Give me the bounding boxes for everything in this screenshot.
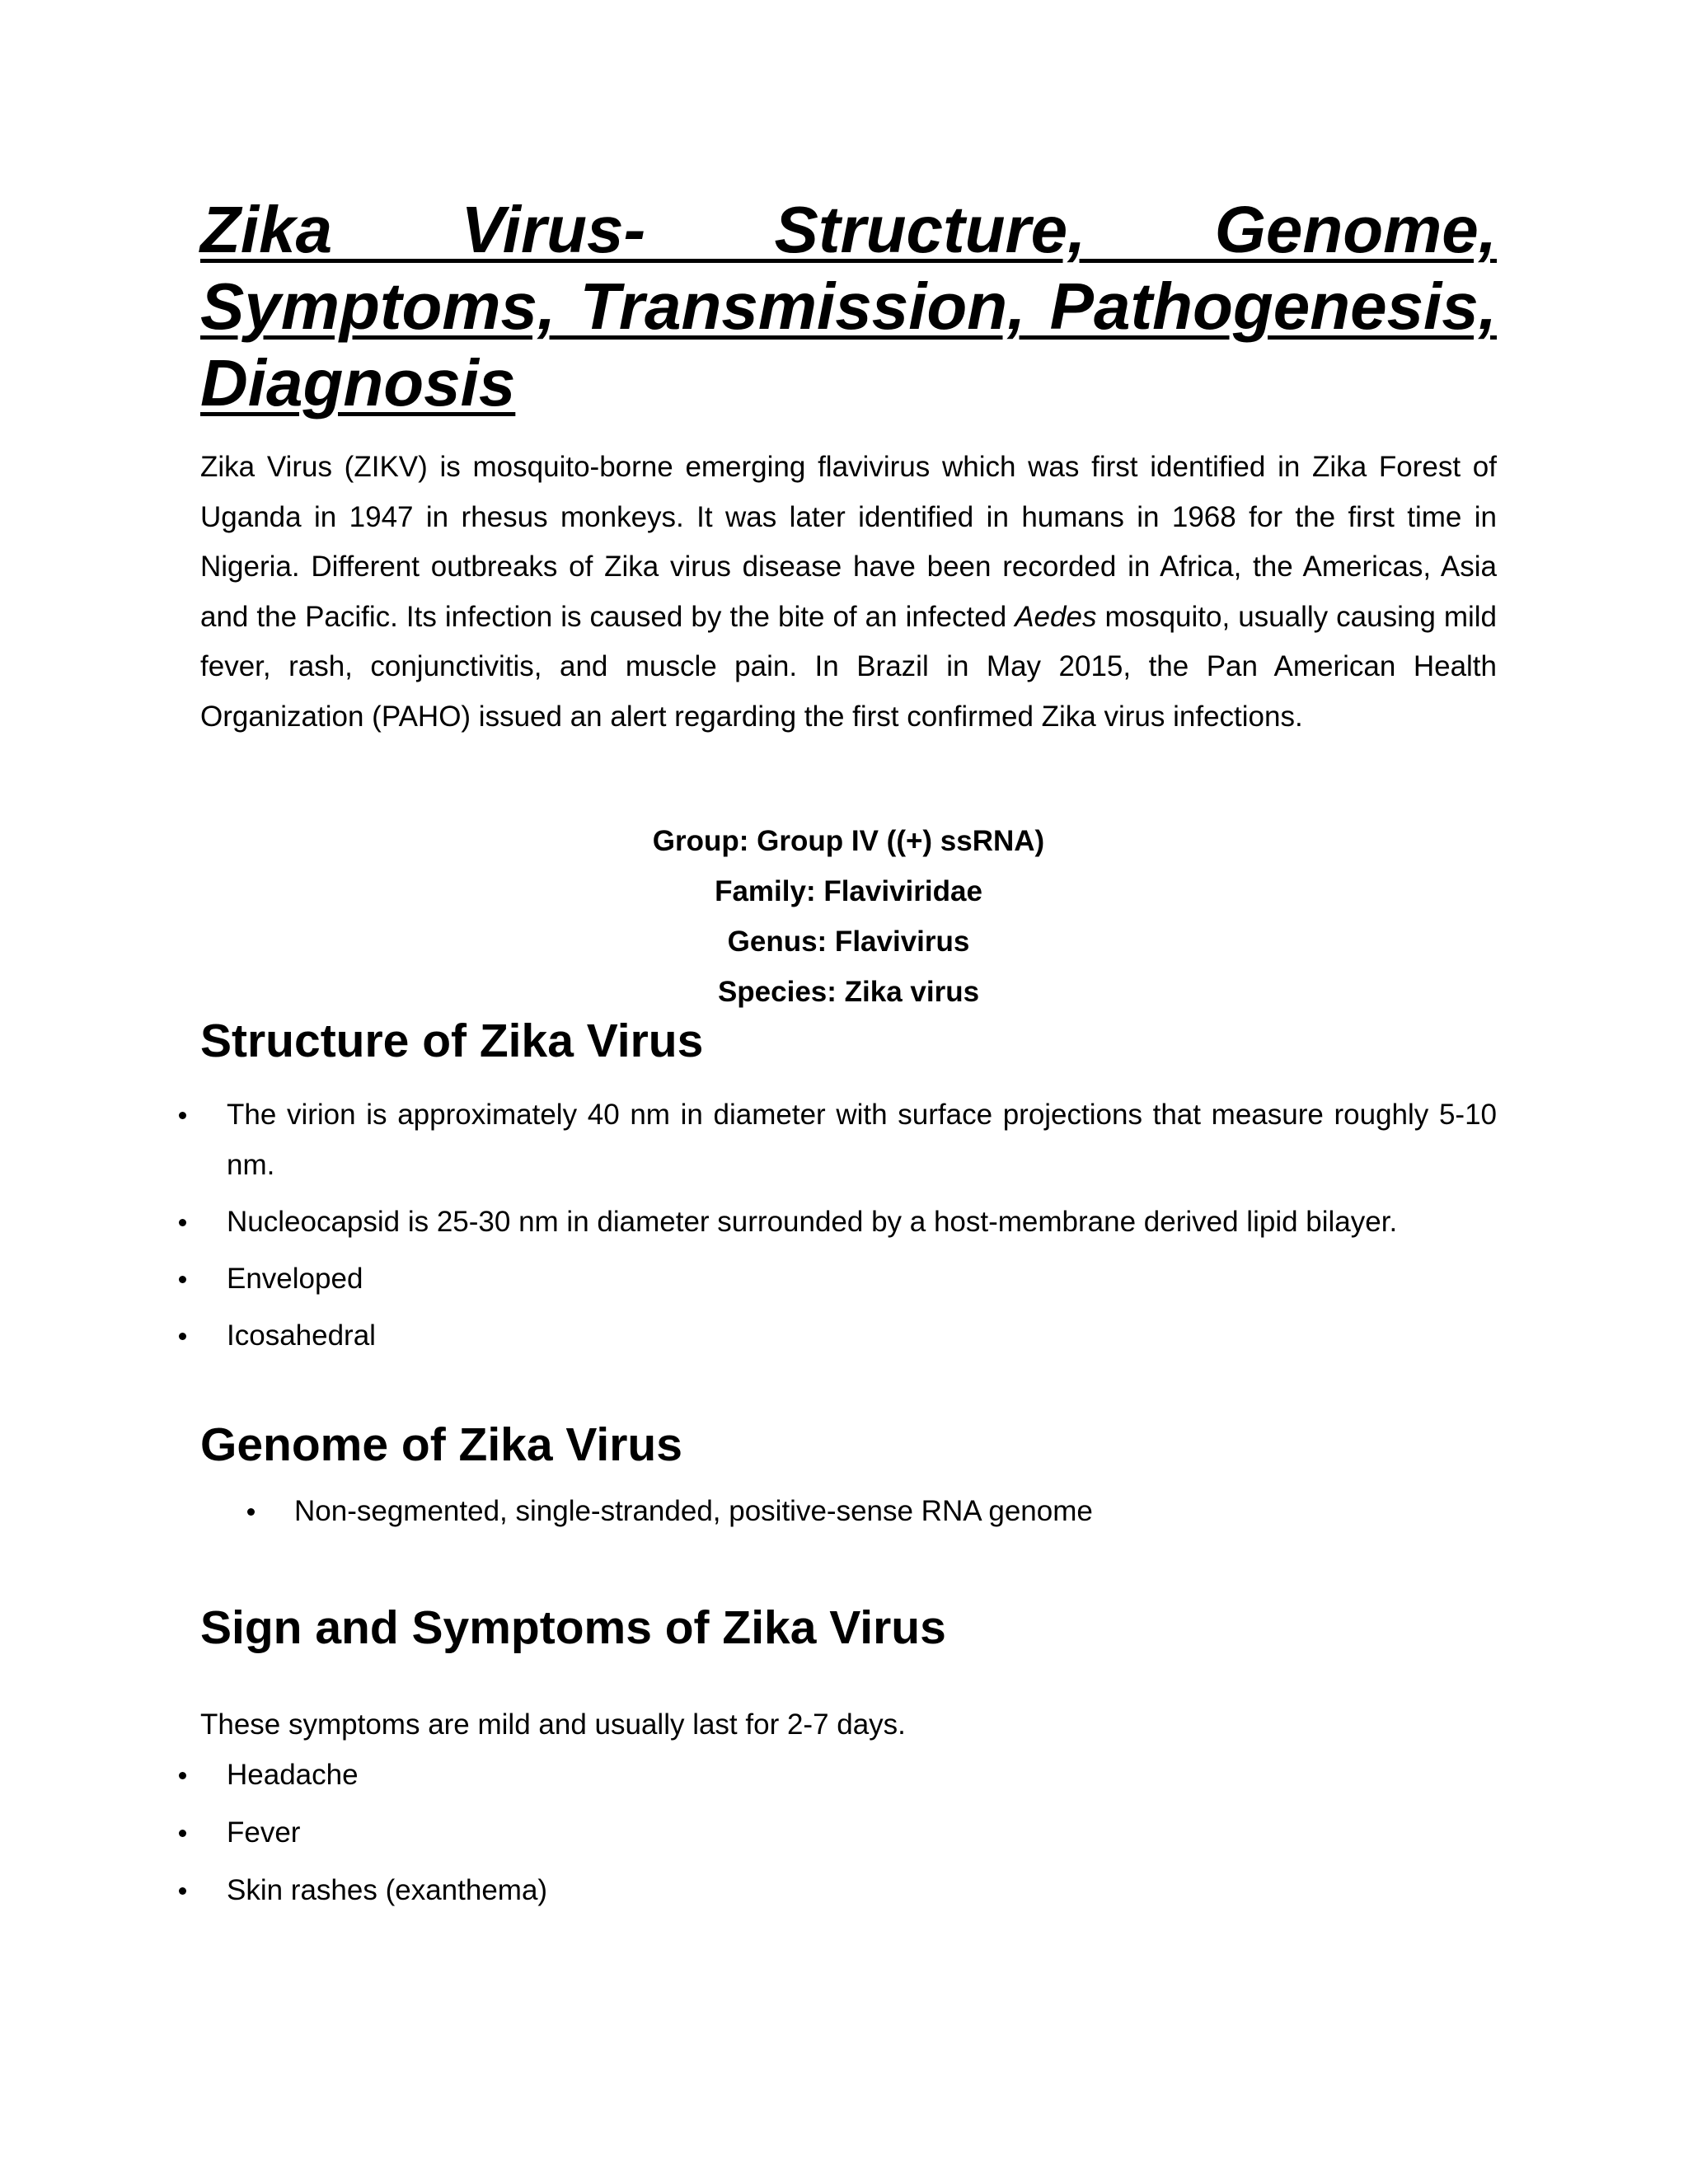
symptoms-heading: Sign and Symptoms of Zika Virus — [200, 1601, 946, 1654]
list-item-text: Nucleocapsid is 25-30 nm in diameter surrounded by a host-membrane derived lipid bilayer. — [227, 1206, 1398, 1238]
bullet-icon — [179, 1219, 186, 1226]
list-item-text: Icosahedral — [227, 1319, 376, 1352]
genome-heading: Genome of Zika Virus — [200, 1418, 682, 1471]
list-item — [227, 1254, 1497, 1304]
taxonomy-family: Family: Flaviviridae — [715, 875, 982, 907]
title-line-1: Zika Virus- Structure, Genome, — [200, 193, 1497, 266]
intro-text-part-1: Zika Virus (ZIKV) is mosquito-borne emerging flavivirus which was first identified in Zika Forest of Uganda in 1947 in rhesus monkeys. It was later identified in humans in 1968 for the first time in Nigeria. Different outbreaks of Zika virus disease have been recorded in Africa, the Americas, Asia and the Pacific. Its infection is caused by the bite of an infected — [200, 451, 1497, 633]
bullet-icon — [179, 1112, 186, 1119]
taxonomy-genus: Genus: Flavivirus — [727, 926, 970, 958]
list-item — [227, 1197, 1497, 1247]
list-item — [227, 1865, 1497, 1915]
list-item-text: The virion is approximately 40 nm in diameter with surface projections that measure roughly 5-10 nm. — [227, 1099, 1497, 1181]
list-item — [227, 1090, 1497, 1190]
list-item-text: Headache — [227, 1759, 359, 1791]
structure-list — [227, 1090, 1497, 1367]
genome-list — [294, 1486, 1497, 1543]
list-item-text: Enveloped — [227, 1263, 363, 1295]
intro-italic-term: Aedes — [1015, 600, 1097, 633]
bullet-icon — [179, 1276, 186, 1283]
taxonomy-block — [200, 816, 1497, 1017]
document-title — [200, 191, 1497, 421]
list-item — [294, 1486, 1497, 1536]
list-item — [227, 1807, 1497, 1858]
list-item — [227, 1750, 1497, 1800]
structure-heading: Structure of Zika Virus — [200, 1015, 704, 1067]
list-item — [227, 1310, 1497, 1361]
intro-text-part-2: mosquito, usually causing mild fever, rash, conjunctivitis, and muscle pain. In Brazil in May 2015, the Pan American Health Organization (PAHO) issued an alert regarding the first confirmed Zika virus infections. — [200, 600, 1497, 733]
bullet-icon — [179, 1772, 186, 1779]
title-line-3: Diagnosis — [200, 346, 516, 419]
intro-paragraph — [200, 443, 1497, 742]
list-item-text: Skin rashes (exanthema) — [227, 1874, 548, 1906]
list-item-text: Non-segmented, single-stranded, positive-sense RNA genome — [294, 1495, 1093, 1527]
list-item-text: Fever — [227, 1816, 301, 1849]
taxonomy-species: Species: Zika virus — [717, 976, 980, 1008]
bullet-icon — [179, 1830, 186, 1837]
bullet-icon — [247, 1508, 255, 1516]
symptoms-list — [227, 1750, 1497, 1923]
bullet-icon — [179, 1887, 186, 1895]
taxonomy-group: Group: Group IV ((+) ssRNA) — [652, 825, 1045, 857]
bullet-icon — [179, 1333, 186, 1340]
title-line-2: Symptoms, Transmission, Pathogenesis, — [200, 269, 1497, 343]
symptoms-intro: These symptoms are mild and usually last for 2-7 days. — [200, 1708, 906, 1741]
